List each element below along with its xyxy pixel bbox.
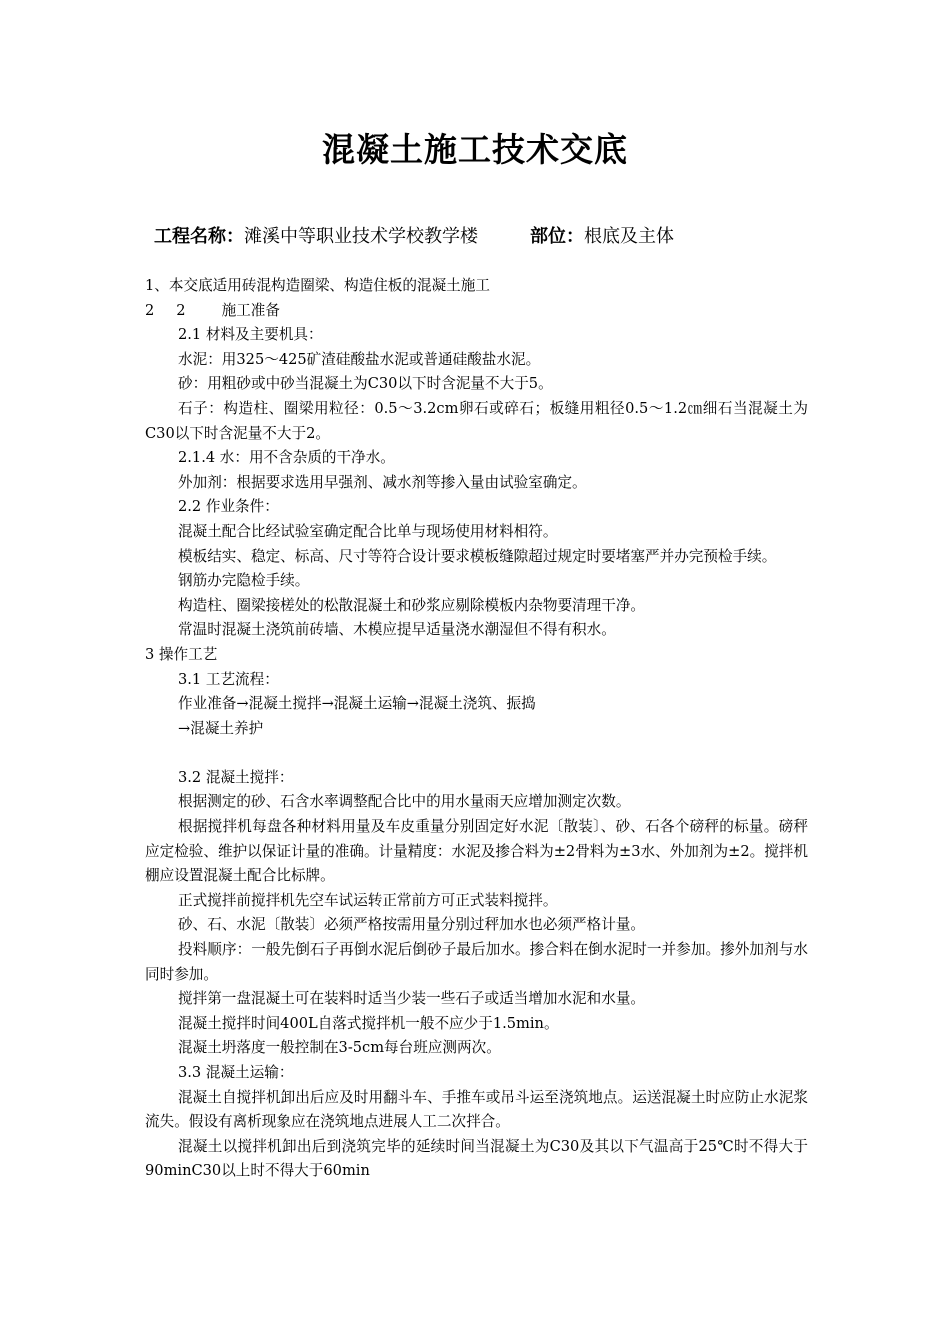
process-flow: 作业准备→混凝土搅拌→混凝土运输→混凝土浇筑、振捣	[178, 695, 536, 713]
document-title: 混凝土施工技术交底	[322, 130, 628, 169]
paragraph: 水泥：用325～425矿渣硅酸盐水泥或普通硅酸盐水泥。	[178, 350, 541, 368]
paragraph: 外加剂：根据要求选用早强剂、减水剂等掺入量由试验室确定。	[178, 473, 587, 491]
subsection-heading: 2.1 材料及主要机具：	[178, 326, 323, 344]
project-meta-line	[154, 224, 674, 250]
subsection-heading: 3.3 混凝土运输：	[178, 1064, 294, 1081]
paragraph: 混凝土自搅拌机卸出后应及时用翻斗车、手推车或吊斗运至浇筑地点。运送混凝土时应防止水泥浆流失。假设有离析现象应在浇筑地点进展人工二次拌合。	[145, 1088, 808, 1131]
part-label: 部位：	[530, 226, 584, 247]
paragraph: 砂：用粗砂或中砂当混凝土为C30以下时含泥量不大于5。	[178, 375, 553, 393]
process-flow: →混凝土养护	[178, 719, 264, 737]
paragraph: 根据搅拌机每盘各种材料用量及车皮重量分别固定好水泥〔散装〕、砂、石各个磅秤的标量。磅秤应定检验、维护以保证计量的准确。计量精度：水泥及掺合料为±2骨料为±3水、外加剂为±2。搅拌机棚应设置混凝土配合比标牌。	[145, 818, 808, 885]
paragraph: 混凝土配合比经试验室确定配合比单与现场使用材料相符。	[178, 522, 558, 540]
paragraph: 混凝土坍落度一般控制在3-5cm每台班应测两次。	[178, 1039, 501, 1057]
paragraph: 1、本交底适用砖混构造圈梁、构造住板的混凝土施工	[145, 277, 490, 294]
paragraph: 混凝土搅拌时间400L自落式搅拌机一般不应少于1.5min。	[178, 1014, 559, 1032]
project-name-label: 工程名称：	[154, 226, 244, 247]
document-body	[145, 274, 808, 1184]
paragraph: 常温时混凝土浇筑前砖墙、木模应提早适量浇水潮湿但不得有积水。	[178, 621, 616, 639]
paragraph: 2.1.4 水：用不含杂质的干净水。	[178, 449, 395, 467]
project-name-value: 滩溪中等职业技术学校教学楼	[244, 226, 478, 247]
paragraph: 投料顺序：一般先倒石子再倒水泥后倒砂子最后加水。掺合料在倒水泥时一并参加。掺外加剂与水同时参加。	[145, 941, 808, 983]
paragraph: 模板结实、稳定、标高、尺寸等符合设计要求模板缝隙超过规定时要堵塞严并办完预检手续。	[178, 547, 777, 565]
paragraph: 砂、石、水泥〔散装〕必须严格按需用量分别过秤加水也必须严格计量。	[178, 916, 646, 934]
part-value: 根底及主体	[584, 226, 674, 247]
paragraph: 混凝土以搅拌机卸出后到浇筑完毕的延续时间当混凝土为C30及其以下气温高于25℃时不得大于90minC30以上时不得大于60min	[145, 1137, 808, 1180]
subsection-heading: 2.2 作业条件：	[178, 498, 279, 516]
paragraph: 钢筋办完隐检手续。	[178, 572, 310, 590]
paragraph: 石子：构造柱、圈梁用粒径：0.5～3.2cm卵石或碎石；板缝用粗径0.5～1.2㎝细石当混凝土为C30以下时含泥量不大于2。	[145, 399, 808, 442]
section-heading: 3 操作工艺	[145, 645, 218, 663]
paragraph: 搅拌第一盘混凝土可在装料时适当少装一些石子或适当增加水泥和水量。	[178, 990, 646, 1008]
paragraph: 正式搅拌前搅拌机先空车试运转正常前方可正式装料搅拌。	[178, 891, 558, 909]
paragraph: 根据测定的砂、石含水率调整配合比中的用水量雨天应增加测定次数。	[178, 793, 631, 811]
section-heading: 2 2 施工准备	[145, 301, 280, 319]
blank-line	[145, 741, 808, 766]
subsection-heading: 3.1 工艺流程：	[178, 670, 279, 688]
subsection-heading: 3.2 混凝土搅拌：	[178, 768, 294, 786]
paragraph: 构造柱、圈梁接槎处的松散混凝土和砂浆应剔除模板内杂物要清理干净。	[178, 596, 646, 614]
